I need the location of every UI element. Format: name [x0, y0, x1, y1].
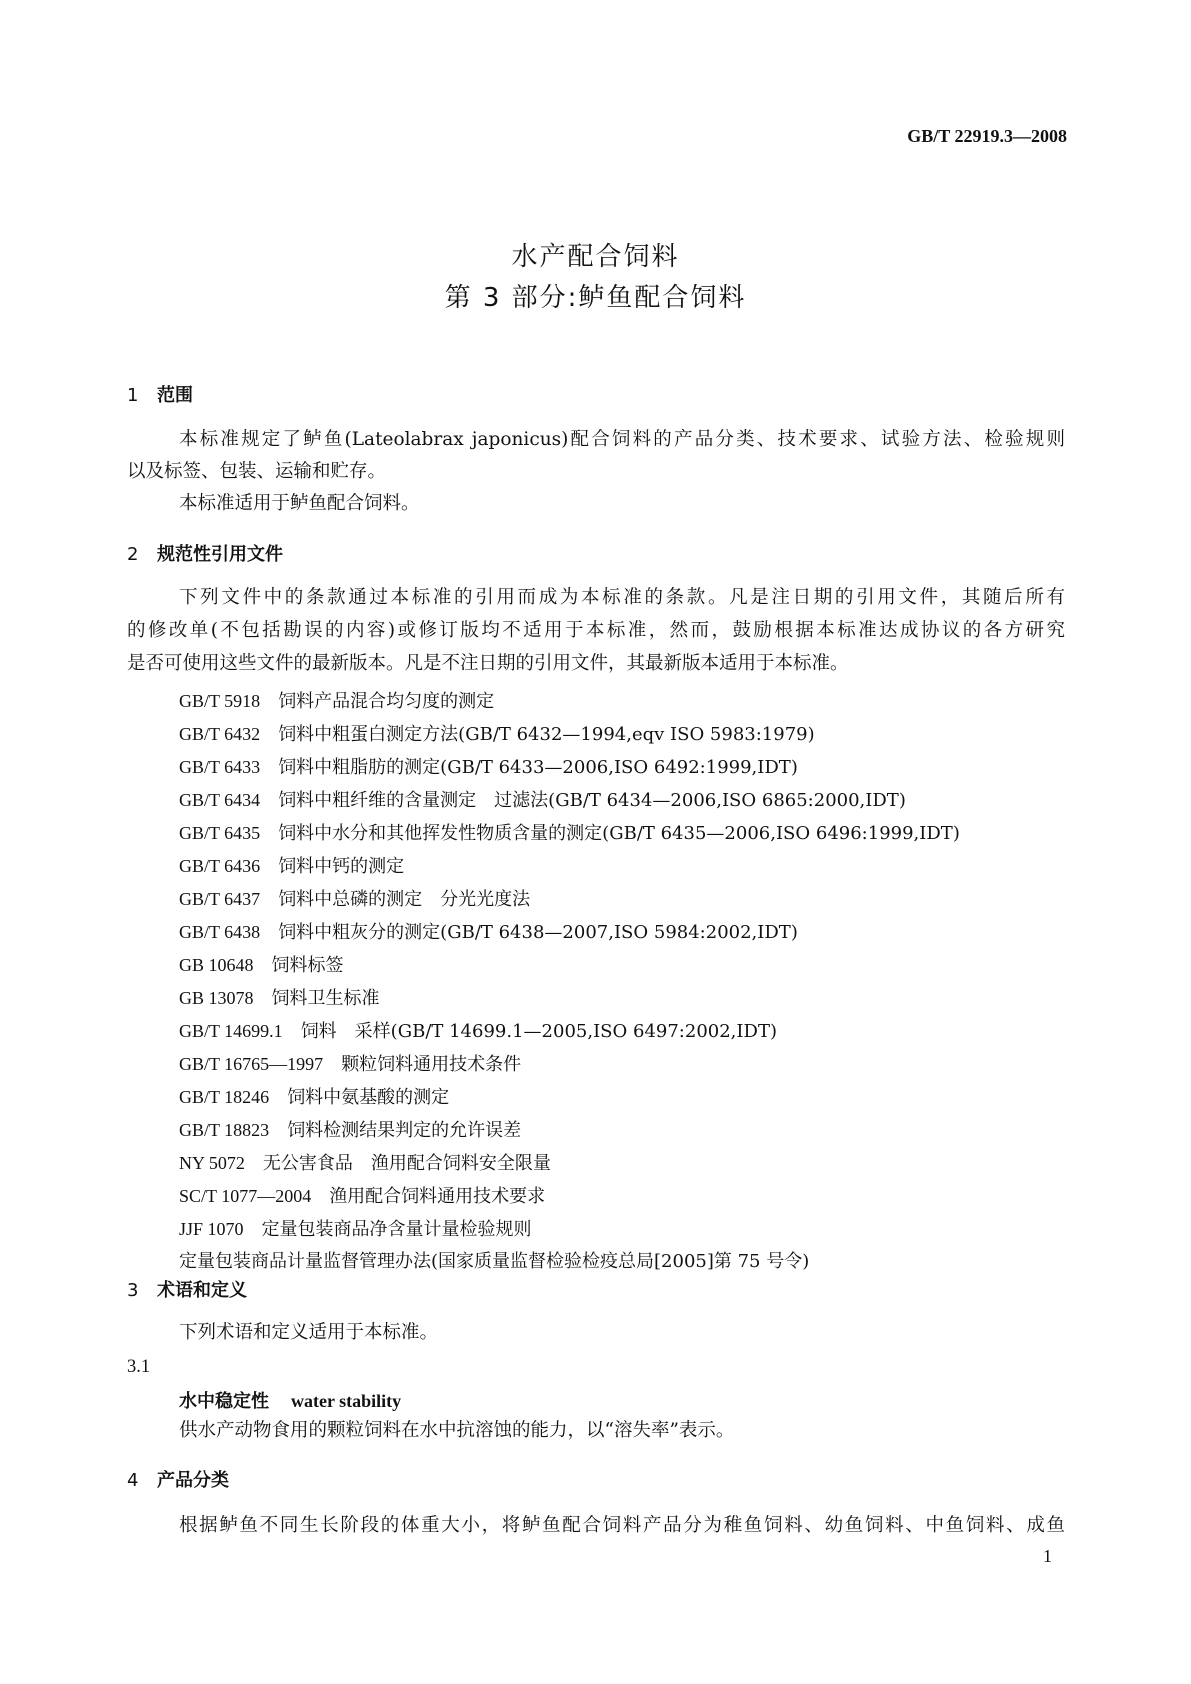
reference-code: GB/T 18246: [179, 1087, 270, 1107]
paragraph-line: 是否可使用这些文件的最新版本。凡是不注日期的引用文件，其最新版本适用于本标准。: [127, 653, 849, 674]
reference-code: GB/T 5918: [179, 691, 261, 711]
reference-title: 饲料卫生标准: [271, 988, 380, 1009]
section-number: 2: [127, 544, 139, 565]
reference-code: GB/T 14699.1: [179, 1021, 283, 1041]
reference-title: 饲料标签: [271, 955, 344, 976]
reference-item: [179, 685, 960, 718]
term-chinese: 水中稳定性: [179, 1391, 269, 1412]
reference-title: 饲料中水分和其他挥发性物质含量的测定(GB/T 6435—2006,ISO 6496:1999,IDT): [278, 823, 960, 844]
reference-item: [179, 949, 960, 982]
reference-code: NY 5072: [179, 1153, 245, 1173]
term-heading: [179, 1387, 401, 1413]
reference-item: [179, 1081, 960, 1114]
reference-code: JJF 1070: [179, 1219, 244, 1239]
reference-title: 颗粒饲料通用技术条件: [341, 1054, 522, 1075]
section-title: 产品分类: [157, 1470, 229, 1491]
section-1-heading: [127, 381, 193, 407]
reference-title: 饲料中粗纤维的含量测定 过滤法(GB/T 6434—2006,ISO 6865:2000,IDT): [278, 790, 906, 811]
reference-item: [179, 982, 960, 1015]
reference-code: GB/T 6436: [179, 856, 261, 876]
reference-title: 饲料检测结果判定的允许误差: [287, 1120, 522, 1141]
section-3-heading: [127, 1276, 247, 1302]
reference-title: 饲料中钙的测定: [278, 856, 405, 877]
reference-item: [179, 1180, 960, 1213]
paragraph-line: 根据鲈鱼不同生长阶段的体重大小，将鲈鱼配合饲料产品分为稚鱼饲料、幼鱼饲料、中鱼饲料、成鱼: [179, 1515, 1065, 1536]
section-4-heading: [127, 1466, 229, 1492]
reference-title: 饲料中总磷的测定 分光光度法: [278, 889, 531, 910]
paragraph-line: 下列文件中的条款通过本标准的引用而成为本标准的条款。凡是注日期的引用文件，其随后所有: [179, 587, 1065, 608]
reference-code: GB/T 6435: [179, 823, 261, 843]
paragraph-line: 的修改单(不包括勘误的内容)或修订版均不适用于本标准，然而，鼓励根据本标准达成协议的各方研究: [127, 620, 1065, 641]
reference-title: 定量包装商品计量监督管理办法(国家质量监督检验检疫总局[2005]第 75 号令): [179, 1251, 810, 1272]
section-title: 规范性引用文件: [157, 544, 283, 565]
document-title: 水产配合饲料: [511, 242, 680, 272]
reference-item: [179, 817, 960, 850]
reference-title: 饲料产品混合均匀度的测定: [278, 691, 495, 712]
document-subtitle: 第 3 部分:鲈鱼配合饲料: [444, 283, 747, 313]
reference-title: 饲料中粗蛋白测定方法(GB/T 6432—1994,eqv ISO 5983:1979): [278, 724, 815, 745]
term-definition: 供水产动物食用的颗粒饲料在水中抗溶蚀的能力，以“溶失率”表示。: [179, 1420, 735, 1441]
term-english: water stability: [291, 1391, 402, 1411]
reference-title: 饲料 采样(GB/T 14699.1—2005,ISO 6497:2002,IDT): [300, 1021, 777, 1042]
reference-code: GB/T 16765—1997: [179, 1054, 324, 1074]
reference-code: GB/T 18823: [179, 1120, 270, 1140]
reference-code: GB/T 6432: [179, 724, 261, 744]
reference-item: [179, 1015, 960, 1048]
reference-item: [179, 916, 960, 949]
section-number: 4: [127, 1470, 139, 1491]
section-number: 3: [127, 1280, 139, 1301]
paragraph-line: 本标准适用于鲈鱼配合饲料。: [179, 493, 420, 514]
reference-code: SC/T 1077—2004: [179, 1186, 312, 1206]
reference-item: [179, 1213, 960, 1246]
paragraph-line: 下列术语和定义适用于本标准。: [179, 1322, 439, 1343]
reference-item: [179, 751, 960, 784]
reference-code: GB/T 6434: [179, 790, 261, 810]
paragraph-line: 以及标签、包装、运输和贮存。: [127, 461, 387, 482]
reference-item: [179, 718, 960, 751]
reference-title: 饲料中粗灰分的测定(GB/T 6438—2007,ISO 5984:2002,IDT): [278, 922, 798, 943]
subclause-number: 3.1: [127, 1357, 151, 1377]
reference-item: [179, 784, 960, 817]
page-number: 1: [1043, 1546, 1052, 1566]
reference-item: [179, 1048, 960, 1081]
reference-item: [179, 883, 960, 916]
reference-title: 定量包装商品净含量计量检验规则: [261, 1219, 532, 1240]
section-2-heading: [127, 540, 283, 566]
paragraph-line: 本标准规定了鲈鱼(Lateolabrax japonicus)配合饲料的产品分类、技术要求、试验方法、检验规则: [179, 429, 1065, 450]
reference-item: [179, 1246, 960, 1278]
section-title: 范围: [157, 385, 193, 406]
reference-code: GB/T 6437: [179, 889, 261, 909]
reference-code: GB/T 6438: [179, 922, 261, 942]
reference-item: [179, 850, 960, 883]
reference-title: 饲料中粗脂肪的测定(GB/T 6433—2006,ISO 6492:1999,IDT): [278, 757, 798, 778]
reference-title: 渔用配合饲料通用技术要求: [329, 1186, 546, 1207]
section-title: 术语和定义: [157, 1280, 247, 1301]
reference-code: GB 13078: [179, 988, 254, 1008]
normative-references-list: [179, 685, 960, 1278]
reference-code: GB 10648: [179, 955, 254, 975]
section-number: 1: [127, 385, 139, 406]
reference-item: [179, 1147, 960, 1180]
reference-title: 饲料中氨基酸的测定: [287, 1087, 450, 1108]
standard-number: GB/T 22919.3—2008: [907, 126, 1067, 146]
reference-code: GB/T 6433: [179, 757, 261, 777]
reference-title: 无公害食品 渔用配合饲料安全限量: [262, 1153, 551, 1174]
reference-item: [179, 1114, 960, 1147]
